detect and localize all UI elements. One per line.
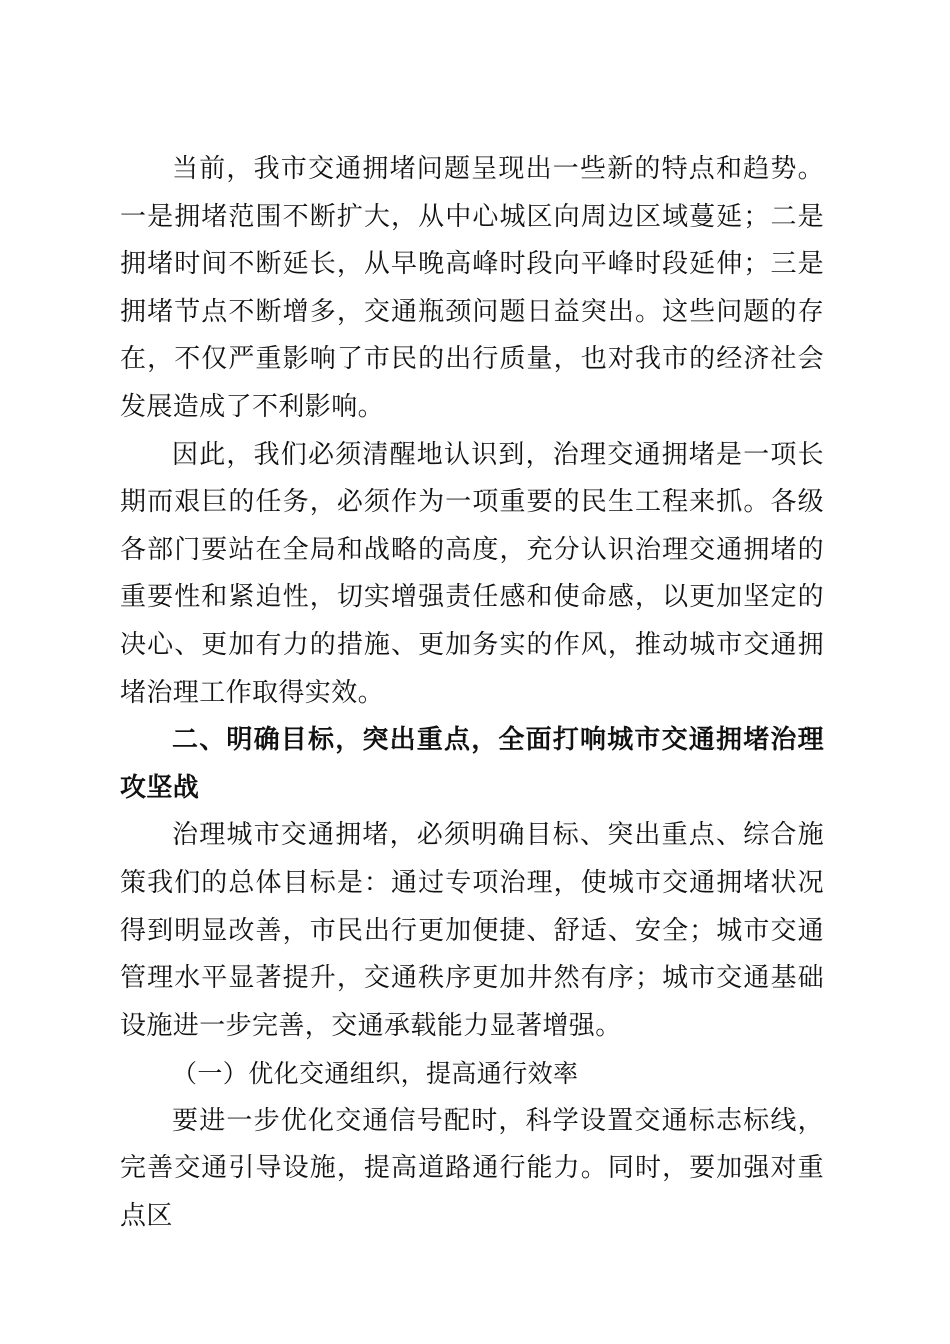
paragraph-therefore: 因此，我们必须清醒地认识到，治理交通拥堵是一项长期而艰巨的任务，必须作为一项重要的民生工程来抓。各级各部门要站在全局和战略的高度，充分认识治理交通拥堵的重要性和紧迫性，切实增强责任感和使命感，以更加坚定的决心、更加有力的措施、更加务实的作风，推动城市交通拥堵治理工作取得实效。 [120,439,824,708]
paragraph-goals: 治理城市交通拥堵，必须明确目标、突出重点、综合施策我们的总体目标是：通过专项治理，使城市交通拥堵状况得到明显改善，市民出行更加便捷、舒适、安全；城市交通管理水平显著提升，交通秩序更加井然有序；城市交通基础设施进一步完善，交通承载能力显著增强。 [120,820,824,1041]
subsection-heading: （一）优化交通组织，提高通行效率 [172,1059,579,1089]
document-page [120,146,824,1241]
paragraph-current-situation: 当前，我市交通拥堵问题呈现出一些新的特点和趋势。一是拥堵范围不断扩大，从中心城区向周边区域蔓延；二是拥堵时间不断延长，从早晚高峰时段向平峰时段延伸；三是拥堵节点不断增多，交通瓶颈问题日益突出。这些问题的存在，不仅严重影响了市民的出行质量，也对我市的经济社会发展造成了不利影响。 [120,154,824,422]
paragraph-optimize-traffic: 要进一步优化交通信号配时，科学设置交通标志标线，完善交通引导设施，提高道路通行能力。同时，要加强对重点区 [120,1105,824,1232]
section-heading: 二、明确目标，突出重点，全面打响城市交通拥堵治理攻坚战 [120,725,824,803]
